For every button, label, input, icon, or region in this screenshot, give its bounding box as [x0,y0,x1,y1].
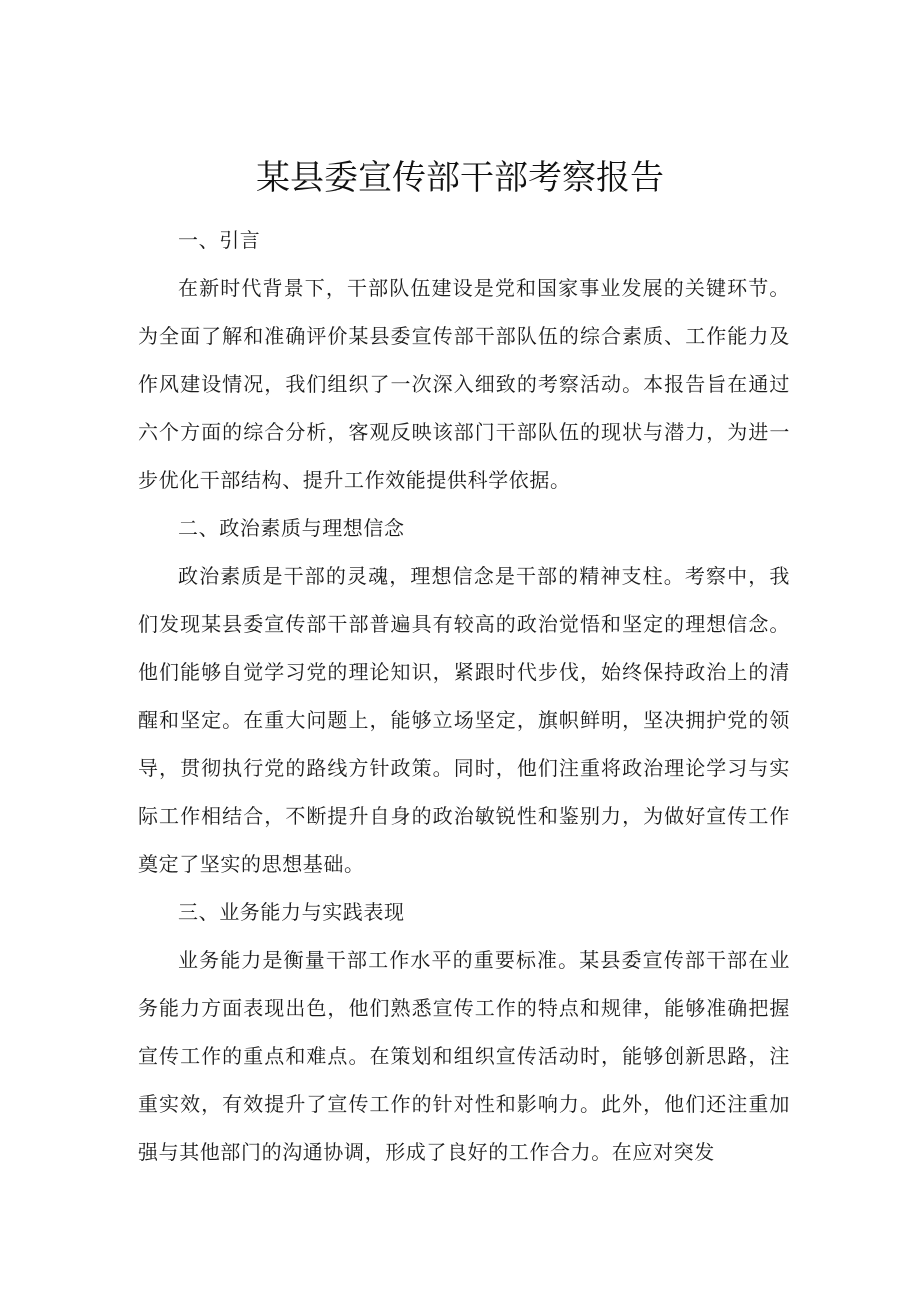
section-heading-business-ability: 三、业务能力与实践表现 [178,900,405,924]
paragraph-introduction: 在新时代背景下，干部队伍建设是党和国家事业发展的关键环节。为全面了解和准确评价某县委宣传部干部队伍的综合素质、工作能力及作风建设情况，我们组织了一次深入细致的考察活动。本报告旨在通过六个方面的综合分析，客观反映该部门干部队伍的现状与潜力，为进一步优化干部结构、提升工作效能提供科学依据。 [138,276,790,492]
document-title: 某县委宣传部干部考察报告 [256,158,664,198]
paragraph-political-quality: 政治素质是干部的灵魂，理想信念是干部的精神支柱。考察中，我们发现某县委宣传部干部普遍具有较高的政治觉悟和坚定的理想信念。他们能够自觉学习党的理论知识，紧跟时代步伐，始终保持政治上的清醒和坚定。在重大问题上，能够立场坚定，旗帜鲜明，坚决拥护党的领导，贯彻执行党的路线方针政策。同时，他们注重将政治理论学习与实际工作相结合，不断提升自身的政治敏锐性和鉴别力，为做好宣传工作奠定了坚实的思想基础。 [138,564,790,876]
paragraph-business-ability: 业务能力是衡量干部工作水平的重要标准。某县委宣传部干部在业务能力方面表现出色，他们熟悉宣传工作的特点和规律，能够准确把握宣传工作的重点和难点。在策划和组织宣传活动时，能够创新思路，注重实效，有效提升了宣传工作的针对性和影响力。此外，他们还注重加强与其他部门的沟通协调，形成了良好的工作合力。在应对突发 [138,948,790,1164]
document-body [138,216,790,1176]
section-heading-introduction: 一、引言 [178,228,261,252]
section-heading-political-quality: 二、政治素质与理想信念 [178,516,405,540]
